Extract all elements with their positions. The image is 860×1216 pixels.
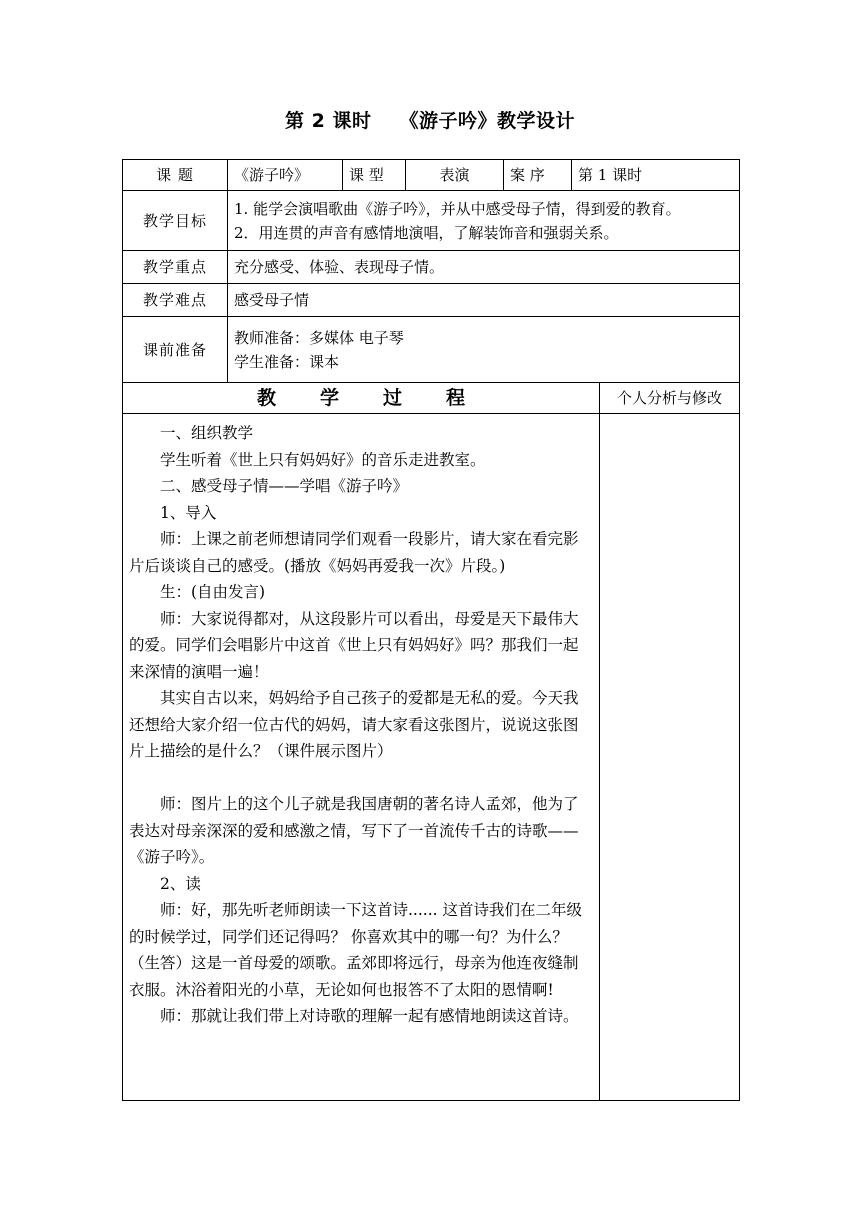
process-paragraph: 其实自古以来，妈妈给予自己孩子的爱都是无私的爱。今天我还想给大家介绍一位古代的妈妈，请大家看这张图片，说说这张图片上描绘的是什么？（课件展示图片）: [129, 689, 579, 760]
process-header-row: [123, 383, 740, 414]
page-title: [0, 106, 860, 133]
blank-line: [129, 765, 593, 792]
case-label: 案 序: [504, 160, 572, 191]
title-name: 《游子吟》教学设计: [399, 110, 575, 132]
process-paragraph: 师：大家说得都对，从这段影片可以看出，母爱是天下最伟大的爱。同学们会唱影片中这首《世上只有妈妈好》吗？那我们一起来深情的演唱一遍！: [129, 609, 579, 681]
process-body: [123, 414, 600, 1101]
process-paragraph: 二、感受母子情——学唱《游子吟》: [160, 477, 409, 495]
focus-value: 充分感受、体验、表现母子情。: [228, 251, 740, 284]
type-value: 表演: [406, 160, 504, 191]
process-heading-char-4: 程: [446, 387, 466, 409]
focus-label: 教学重点: [123, 251, 228, 284]
goal-value: [228, 191, 740, 251]
process-body-row: [123, 414, 740, 1101]
process-paragraph: 学生听着《世上只有妈妈好》的音乐走进教室。: [160, 450, 486, 469]
notes-cell: [600, 414, 740, 1101]
difficulty-value: 感受母子情: [228, 284, 740, 317]
info-row-focus: [123, 251, 740, 284]
lesson-plan-table: [122, 159, 740, 1101]
process-heading-char-1: 教: [256, 387, 276, 409]
info-row-goals: [123, 191, 740, 251]
prep-value: [228, 317, 740, 383]
goal-label: 教学目标: [123, 191, 228, 251]
topic-label: 课 题: [123, 160, 228, 191]
prep-item-teacher: 教师准备：多媒体 电子琴: [234, 328, 404, 347]
case-value: 第 1 课时: [572, 160, 740, 191]
goal-item-1: 1. 能学会演唱歌曲《游子吟》，并从中感受母子情，得到爱的教育。: [234, 199, 681, 218]
prep-item-student: 学生准备：课本: [234, 352, 340, 371]
process-paragraph: 生：(自由发言): [160, 583, 266, 601]
info-row-prep: [123, 317, 740, 383]
process-paragraph: 师：上课之前老师想请同学们观看一段影片，请大家在看完影片后谈谈自己的感受。(播放《妈妈再爱我一次》片段。): [129, 530, 579, 575]
title-lesson: 第 2 课时: [285, 110, 372, 132]
process-paragraph: 2、读: [160, 874, 201, 893]
process-paragraph: 师：好，那先听老师朗读一下这首诗...... 这首诗我们在二年级的时候学过，同学们还记得吗？ 你喜欢其中的哪一句？为什么？（生答）这是一首母爱的颂歌。孟郊即将远行，母亲为他连夜缝制衣服。沐浴着阳光的小草，无论如何也报答不了太阳的恩情啊!: [129, 901, 582, 999]
notes-label: 个人分析与修改: [600, 383, 740, 414]
goal-item-2: 2．用连贯的声音有感情地演唱，了解装饰音和强弱关系。: [234, 223, 619, 242]
topic-value: 《游子吟》: [228, 160, 343, 191]
type-label: 课 型: [343, 160, 406, 191]
prep-label: 课前准备: [123, 317, 228, 383]
difficulty-label: 教学难点: [123, 284, 228, 317]
process-paragraph: 师：那就让我们带上对诗歌的理解一起有感情地朗读这首诗。: [160, 1007, 579, 1025]
process-paragraph: 师：图片上的这个儿子就是我国唐朝的著名诗人孟郊，他为了表达对母亲深深的爱和感激之情，写下了一首流传千古的诗歌——《游子吟》。: [129, 795, 579, 866]
process-heading-char-2: 学: [319, 387, 339, 409]
process-paragraph: 一、组织教学: [160, 424, 254, 442]
info-row-difficulty: [123, 284, 740, 317]
process-paragraph: 1、导入: [160, 503, 217, 522]
info-row-topic: [123, 160, 740, 191]
process-heading-char-3: 过: [383, 387, 403, 409]
process-heading: [123, 383, 600, 414]
